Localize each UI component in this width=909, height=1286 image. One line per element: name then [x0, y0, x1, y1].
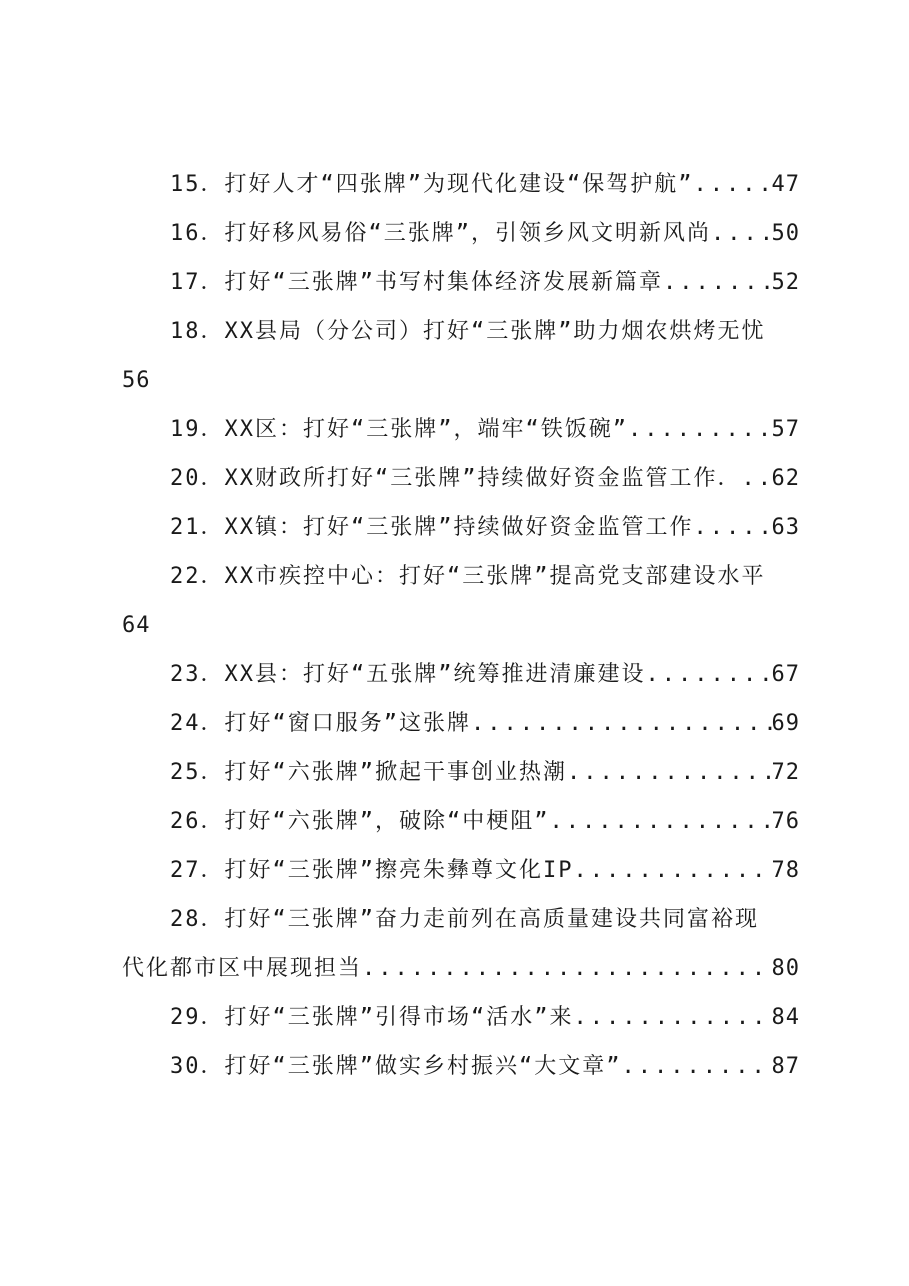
dot-leader: [621, 1052, 771, 1082]
toc-entry-26[interactable]: [170, 807, 800, 837]
toc-entry-16[interactable]: [170, 219, 800, 249]
toc-entry-21[interactable]: [170, 513, 800, 543]
dot-leader: [741, 464, 771, 494]
toc-entry-22-page-line[interactable]: [122, 611, 151, 641]
toc-entry-title: 16．打好移风易俗“三张牌”，引领乡风文明新风尚: [170, 221, 711, 246]
dot-leader: [362, 954, 771, 984]
toc-entry-page: 87: [771, 1054, 800, 1079]
toc-entry-title: 23．XX县：打好“五张牌”统筹推进清廉建设: [170, 662, 646, 687]
toc-entry-page: 78: [771, 858, 800, 883]
toc-entry-25[interactable]: [170, 758, 800, 788]
toc-entry-title-continuation: 代化都市区中展现担当: [122, 956, 363, 981]
toc-entry-15[interactable]: [170, 170, 800, 200]
toc-entry-page: 50: [771, 221, 800, 246]
toc-entry-page: 64: [122, 613, 151, 638]
toc-entry-28-continuation[interactable]: [122, 954, 800, 984]
toc-entry-title: 22．XX市疾控中心：打好“三张牌”提高党支部建设水平: [170, 564, 766, 589]
dot-leader: [628, 415, 772, 445]
toc-entry-title: 24．打好“窗口服务”这张牌: [170, 711, 471, 736]
toc-entry-30[interactable]: [170, 1052, 800, 1082]
toc-entry-page: 76: [771, 809, 800, 834]
toc-entry-title: 25．打好“六张牌”掀起干事创业热潮: [170, 760, 567, 785]
toc-entry-title: 29．打好“三张牌”引得市场“活水”来: [170, 1005, 574, 1030]
toc-entry-17[interactable]: [170, 268, 800, 298]
toc-entry-title: 19．XX区：打好“三张牌”，端牢“铁饭碗”: [170, 417, 628, 442]
toc-entry-24[interactable]: [170, 709, 800, 739]
toc-entry-page: 56: [122, 368, 151, 393]
dot-leader: [549, 807, 771, 837]
toc-entry-18-page-line[interactable]: [122, 366, 151, 396]
toc-entry-20[interactable]: [170, 464, 800, 494]
toc-entry-27[interactable]: [170, 856, 800, 886]
toc-entry-title: 27．打好“三张牌”擦亮朱彝尊文化IP: [170, 858, 574, 883]
toc-entry-18[interactable]: [170, 317, 800, 347]
toc-entry-page: 52: [771, 270, 800, 295]
toc-entry-title: 15．打好人才“四张牌”为现代化建设“保驾护航”: [170, 172, 694, 197]
toc-entry-page: 84: [771, 1005, 800, 1030]
toc-entry-28[interactable]: [170, 905, 800, 935]
toc-entry-title: 20．XX财政所打好“三张牌”持续做好资金监管工作．: [170, 466, 742, 491]
dot-leader: [471, 709, 772, 739]
toc-entry-page: 57: [771, 417, 800, 442]
toc-entry-page: 63: [771, 515, 800, 540]
dot-leader: [573, 856, 771, 886]
toc-entry-title: 17．打好“三张牌”书写村集体经济发展新篇章: [170, 270, 663, 295]
dot-leader: [645, 660, 771, 690]
toc-entry-title: 30．打好“三张牌”做实乡村振兴“大文章”: [170, 1054, 622, 1079]
toc-entry-29[interactable]: [170, 1003, 800, 1033]
dot-leader: [567, 758, 772, 788]
toc-entry-page: 47: [771, 172, 800, 197]
toc-entry-page: 72: [771, 760, 800, 785]
toc-entry-23[interactable]: [170, 660, 800, 690]
dot-leader: [573, 1003, 771, 1033]
toc-entry-title: 18．XX县局（分公司）打好“三张牌”助力烟农烘烤无忧: [170, 319, 766, 344]
dot-leader: [693, 170, 771, 200]
toc-entry-title: 28．打好“三张牌”奋力走前列在高质量建设共同富裕现: [170, 907, 759, 932]
dot-leader: [663, 268, 772, 298]
toc-entry-19[interactable]: [170, 415, 800, 445]
toc-entry-page: 69: [771, 711, 800, 736]
toc-entry-page: 67: [771, 662, 800, 687]
toc-entry-title: 21．XX镇：打好“三张牌”持续做好资金监管工作: [170, 515, 694, 540]
toc-entry-22[interactable]: [170, 562, 800, 592]
toc-entry-title: 26．打好“六张牌”，破除“中梗阻”: [170, 809, 550, 834]
toc-entry-page: 80: [771, 956, 800, 981]
dot-leader: [711, 219, 772, 249]
dot-leader: [693, 513, 771, 543]
toc-entry-page: 62: [771, 466, 800, 491]
